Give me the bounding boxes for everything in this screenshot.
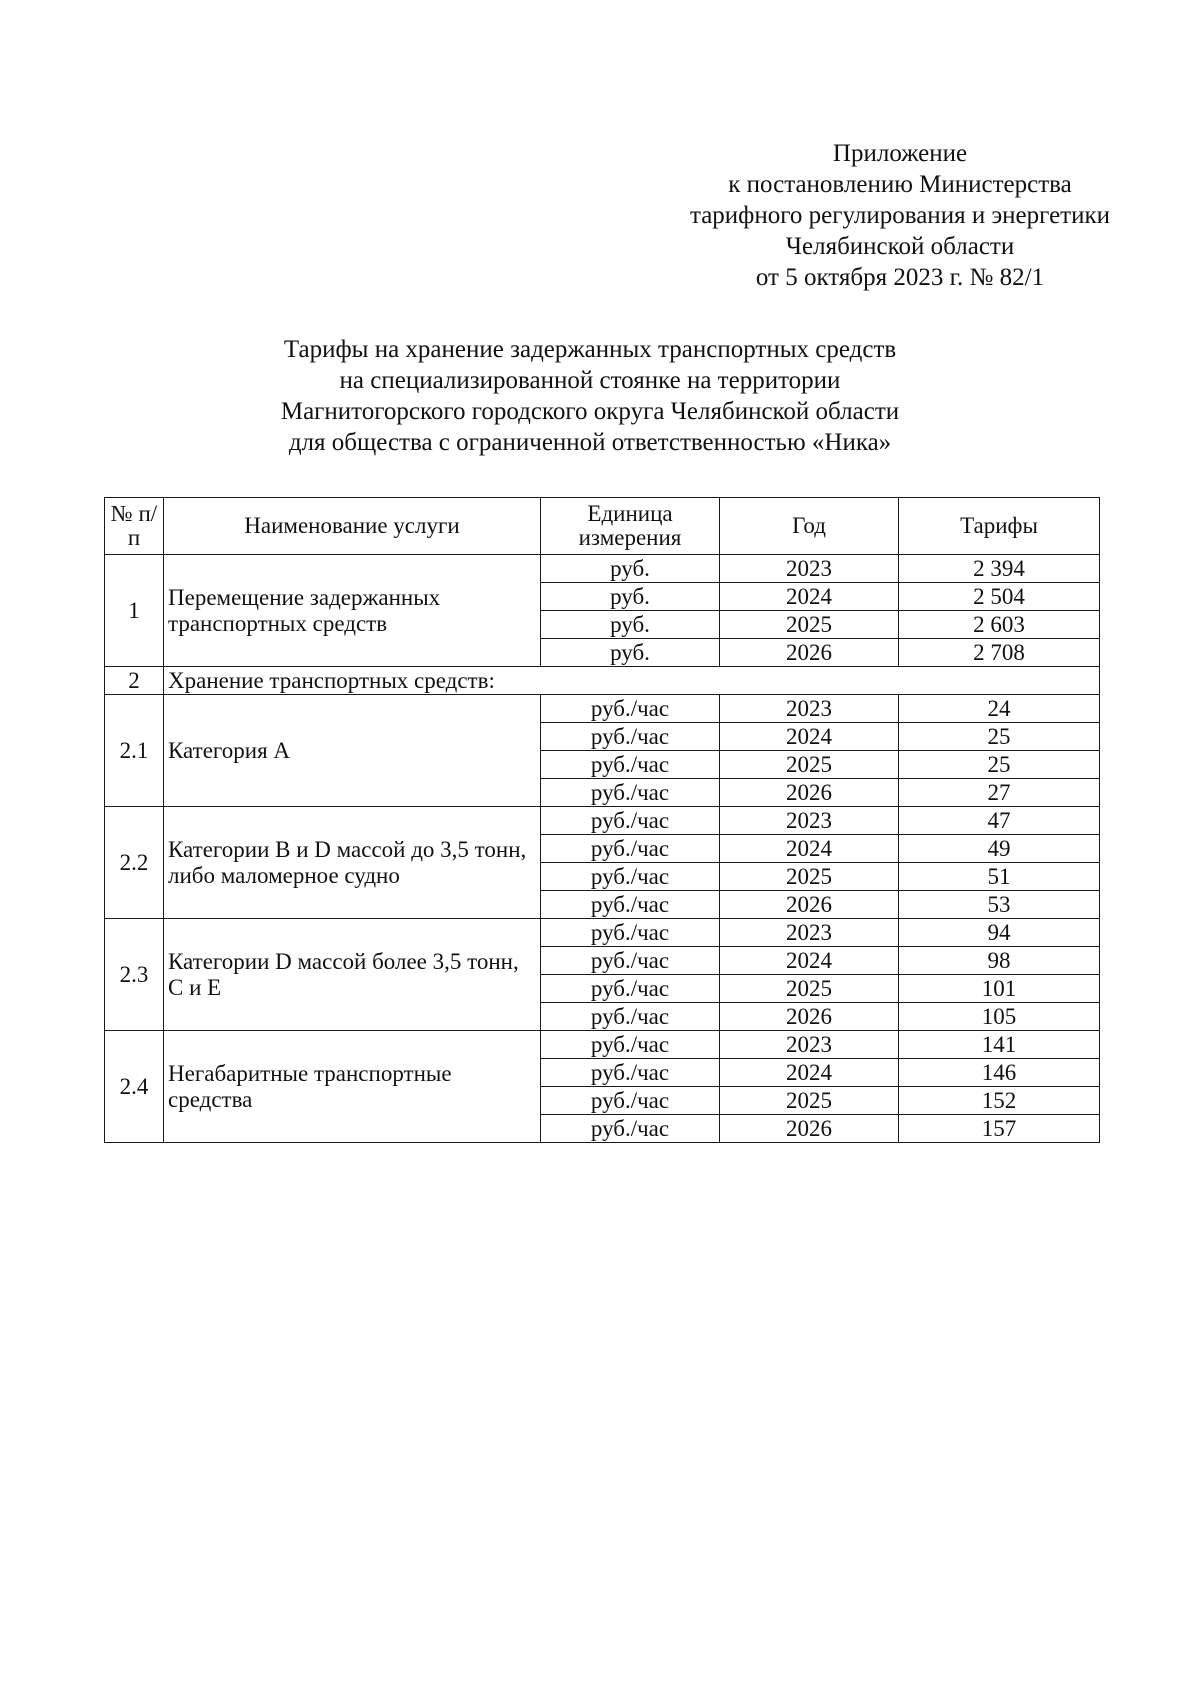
tariff-cell: 53 xyxy=(899,891,1100,919)
appendix-line: к постановлению Министерства xyxy=(728,171,1072,198)
unit-cell: руб./час xyxy=(541,751,720,779)
service-name: Категории D массой более 3,5 тонн, C и E xyxy=(164,919,541,1031)
row-number: 2.2 xyxy=(105,807,164,919)
unit-cell: руб./час xyxy=(541,1059,720,1087)
table-row xyxy=(105,555,1100,583)
tariff-cell: 25 xyxy=(899,723,1100,751)
table-body xyxy=(105,555,1100,1143)
table-row xyxy=(105,1031,1100,1059)
row-number: 2.4 xyxy=(105,1031,164,1143)
unit-cell: руб./час xyxy=(541,723,720,751)
tariff-cell: 2 504 xyxy=(899,583,1100,611)
title-line: на специализированной стоянке на территории xyxy=(339,367,841,394)
year-cell: 2026 xyxy=(720,1003,899,1031)
year-cell: 2025 xyxy=(720,611,899,639)
service-name: Перемещение задержанных транспортных средств xyxy=(164,555,541,667)
year-cell: 2024 xyxy=(720,947,899,975)
year-cell: 2023 xyxy=(720,807,899,835)
unit-cell: руб./час xyxy=(541,1115,720,1143)
document-title xyxy=(160,334,1020,458)
table-row xyxy=(105,807,1100,835)
year-cell: 2025 xyxy=(720,751,899,779)
unit-cell: руб. xyxy=(541,583,720,611)
year-cell: 2026 xyxy=(720,639,899,667)
table-row xyxy=(105,919,1100,947)
table-row xyxy=(105,667,1100,695)
unit-cell: руб./час xyxy=(541,919,720,947)
unit-cell: руб./час xyxy=(541,807,720,835)
tariff-cell: 25 xyxy=(899,751,1100,779)
row-number: 2 xyxy=(105,667,164,695)
unit-cell: руб./час xyxy=(541,975,720,1003)
table-header-row xyxy=(105,498,1100,555)
unit-cell: руб./час xyxy=(541,947,720,975)
year-cell: 2024 xyxy=(720,723,899,751)
year-cell: 2026 xyxy=(720,779,899,807)
header-name: Наименование услуги xyxy=(164,498,541,555)
title-line: Тарифы на хранение задержанных транспортных средств xyxy=(283,336,897,363)
service-name: Категория A xyxy=(164,695,541,807)
tariff-cell: 157 xyxy=(899,1115,1100,1143)
unit-cell: руб. xyxy=(541,639,720,667)
year-cell: 2025 xyxy=(720,975,899,1003)
tariff-cell: 49 xyxy=(899,835,1100,863)
year-cell: 2026 xyxy=(720,891,899,919)
tariff-cell: 98 xyxy=(899,947,1100,975)
tariff-cell: 141 xyxy=(899,1031,1100,1059)
header-num: № п/п xyxy=(105,498,164,555)
unit-cell: руб. xyxy=(541,555,720,583)
year-cell: 2024 xyxy=(720,835,899,863)
unit-cell: руб./час xyxy=(541,1087,720,1115)
unit-cell: руб./час xyxy=(541,863,720,891)
title-line: для общества с ограниченной ответственностью «Ника» xyxy=(288,429,892,456)
appendix-line: тарифного регулирования и энергетики xyxy=(689,202,1111,229)
header-tariff: Тарифы xyxy=(899,498,1100,555)
title-line: Магнитогорского городского округа Челябинской области xyxy=(280,398,900,425)
unit-cell: руб./час xyxy=(541,1031,720,1059)
tariff-cell: 2 708 xyxy=(899,639,1100,667)
header-year: Год xyxy=(720,498,899,555)
tariff-cell: 24 xyxy=(899,695,1100,723)
service-name: Хранение транспортных средств: xyxy=(164,667,1100,695)
appendix-header xyxy=(600,138,1200,293)
tariff-cell: 152 xyxy=(899,1087,1100,1115)
tariff-cell: 47 xyxy=(899,807,1100,835)
appendix-line: Челябинской области xyxy=(785,233,1015,260)
year-cell: 2023 xyxy=(720,919,899,947)
tariff-table xyxy=(104,497,1100,1143)
unit-cell: руб./час xyxy=(541,835,720,863)
unit-cell: руб./час xyxy=(541,695,720,723)
tariff-cell: 94 xyxy=(899,919,1100,947)
row-number: 2.3 xyxy=(105,919,164,1031)
header-unit: Единица измерения xyxy=(541,498,720,555)
tariff-cell: 51 xyxy=(899,863,1100,891)
service-name: Негабаритные транспортные средства xyxy=(164,1031,541,1143)
tariff-cell: 2 603 xyxy=(899,611,1100,639)
table-row xyxy=(105,695,1100,723)
year-cell: 2026 xyxy=(720,1115,899,1143)
tariff-cell: 27 xyxy=(899,779,1100,807)
tariff-cell: 146 xyxy=(899,1059,1100,1087)
service-name: Категории B и D массой до 3,5 тонн, либо маломерное судно xyxy=(164,807,541,919)
tariff-cell: 2 394 xyxy=(899,555,1100,583)
year-cell: 2023 xyxy=(720,695,899,723)
unit-cell: руб./час xyxy=(541,779,720,807)
year-cell: 2024 xyxy=(720,583,899,611)
unit-cell: руб./час xyxy=(541,891,720,919)
year-cell: 2024 xyxy=(720,1059,899,1087)
tariff-cell: 105 xyxy=(899,1003,1100,1031)
tariff-cell: 101 xyxy=(899,975,1100,1003)
unit-cell: руб. xyxy=(541,611,720,639)
year-cell: 2025 xyxy=(720,1087,899,1115)
year-cell: 2025 xyxy=(720,863,899,891)
appendix-line: от 5 октября 2023 г. № 82/1 xyxy=(755,264,1045,291)
year-cell: 2023 xyxy=(720,555,899,583)
year-cell: 2023 xyxy=(720,1031,899,1059)
appendix-line: Приложение xyxy=(832,140,968,167)
unit-cell: руб./час xyxy=(541,1003,720,1031)
row-number: 1 xyxy=(105,555,164,667)
row-number: 2.1 xyxy=(105,695,164,807)
